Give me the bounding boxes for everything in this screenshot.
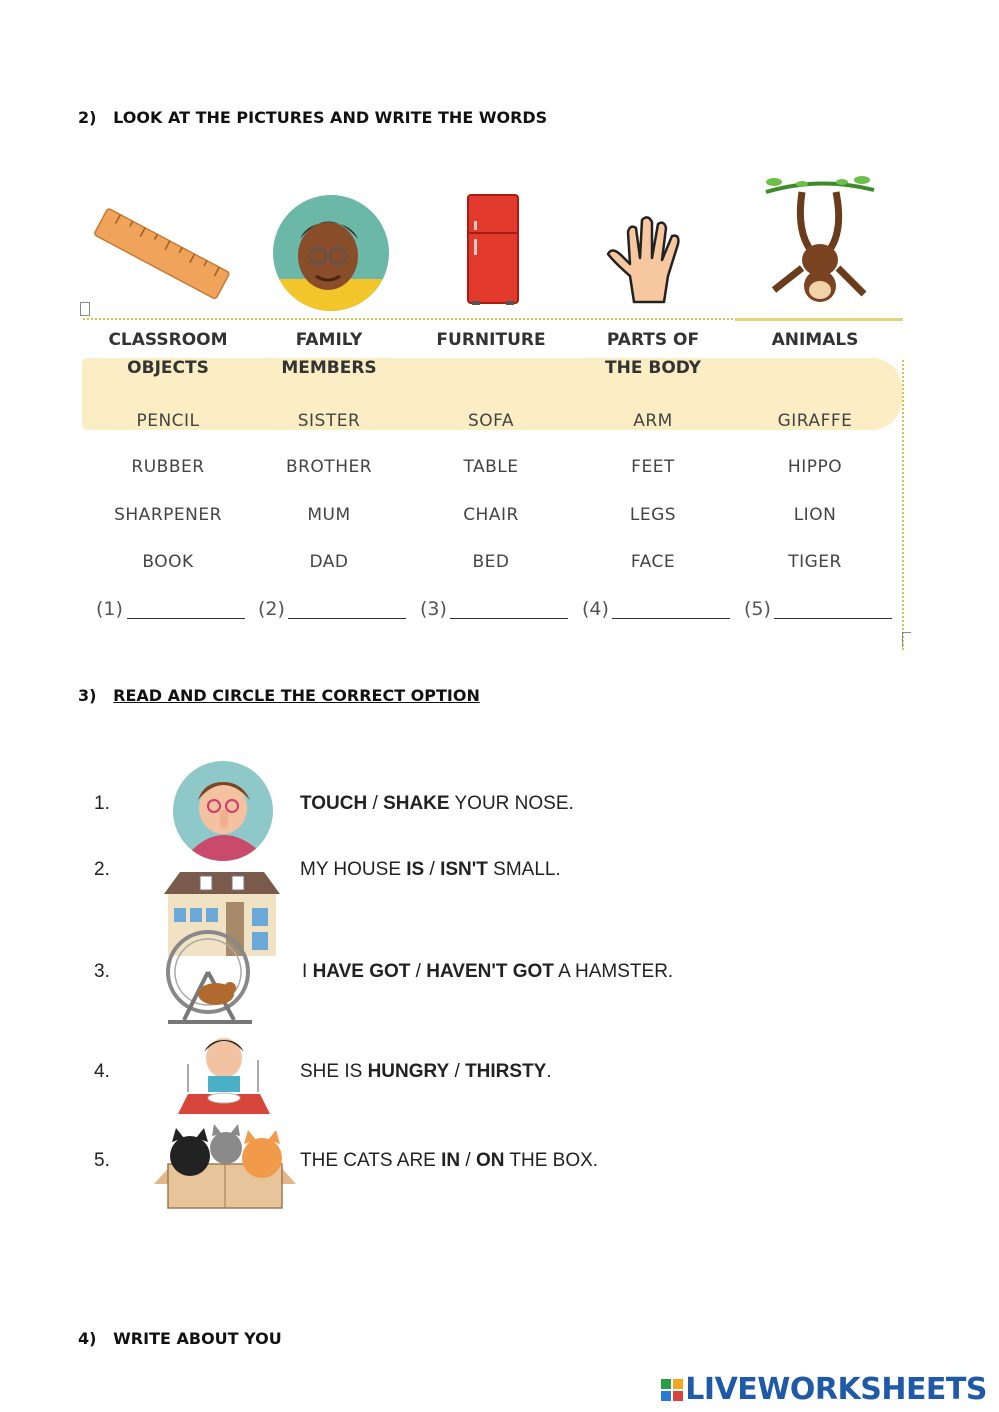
answer-blank-3[interactable] <box>450 618 568 619</box>
sentence-2: MY HOUSE IS / ISN'T SMALL. <box>300 859 561 880</box>
blank-number: (4) <box>582 598 609 620</box>
section-3-title: 3) READ AND CIRCLE THE CORRECT OPTION <box>78 686 480 705</box>
blank-number: (2) <box>258 598 285 620</box>
fridge-icon <box>466 193 520 307</box>
word-item: TABLE <box>463 457 519 477</box>
option-on[interactable]: ON <box>475 1150 505 1171</box>
answer-blank-5[interactable] <box>774 618 892 619</box>
option-touch[interactable]: TOUCH <box>300 793 368 814</box>
category-classroom-objects: CLASSROOM OBJECTS <box>108 330 228 378</box>
category-animals: ANIMALS <box>771 330 859 350</box>
option-in[interactable]: IN <box>441 1150 461 1171</box>
option-thirsty[interactable]: THIRSTY <box>465 1061 547 1082</box>
word-item: FACE <box>630 552 676 572</box>
option-havent-got[interactable]: HAVEN'T GOT <box>426 961 554 982</box>
option-is[interactable]: IS <box>406 859 425 880</box>
item-number: 5. <box>94 1150 110 1171</box>
word-item: SHARPENER <box>114 505 222 525</box>
word-item: LEGS <box>629 505 677 525</box>
sentence-1: TOUCH / SHAKE YOUR NOSE. <box>300 793 574 814</box>
category-family-members: FAMILY MEMBERS <box>281 330 377 378</box>
word-item: ARM <box>633 411 673 431</box>
item-number: 1. <box>94 793 110 814</box>
monkey-icon <box>762 172 878 310</box>
option-hungry[interactable]: HUNGRY <box>367 1061 450 1082</box>
word-item: TIGER <box>788 552 842 572</box>
category-parts-of-the-body: PARTS OF THE BODY <box>605 330 701 378</box>
girl-touching-nose-icon <box>172 760 274 862</box>
word-item: HIPPO <box>787 457 843 477</box>
girl-eating-icon <box>178 1032 270 1114</box>
liveworksheets-logo: LIVEWORKSHEETS <box>661 1372 987 1407</box>
word-item: BOOK <box>142 552 194 572</box>
word-item: FEET <box>631 457 675 477</box>
sentence-3: I HAVE GOT / HAVEN'T GOT A HAMSTER. <box>302 961 674 982</box>
word-item: BROTHER <box>285 457 373 477</box>
sentence-5: THE CATS ARE IN / ON THE BOX. <box>300 1150 599 1171</box>
hand-icon <box>604 214 694 306</box>
item-number: 2. <box>94 859 110 880</box>
blank-number: (3) <box>420 598 447 620</box>
sentence-4: SHE IS HUNGRY / THIRSTY. <box>300 1061 552 1082</box>
category-furniture: FURNITURE <box>436 330 546 350</box>
grandfather-icon <box>272 194 390 312</box>
answer-blank-4[interactable] <box>612 618 730 619</box>
ruler-icon <box>86 208 234 303</box>
blank-number: (5) <box>744 598 771 620</box>
section-4-title: 4) WRITE ABOUT YOU <box>78 1329 282 1348</box>
word-item: RUBBER <box>131 457 205 477</box>
word-item: LION <box>793 505 837 525</box>
item-number: 3. <box>94 961 110 982</box>
word-item: SISTER <box>297 411 361 431</box>
word-item: DAD <box>309 552 349 572</box>
option-have-got[interactable]: HAVE GOT <box>312 961 411 982</box>
cats-in-box-icon <box>152 1124 298 1210</box>
word-item: CHAIR <box>463 505 519 525</box>
answer-blank-2[interactable] <box>288 618 406 619</box>
item-number: 4. <box>94 1061 110 1082</box>
word-item: GIRAFFE <box>777 411 853 431</box>
word-item: MUM <box>307 505 351 525</box>
blank-number: (1) <box>96 598 123 620</box>
option-isnt[interactable]: ISN'T <box>440 859 488 880</box>
answer-blank-1[interactable] <box>127 618 245 619</box>
word-item: PENCIL <box>136 411 200 431</box>
section-2-title: 2) LOOK AT THE PICTURES AND WRITE THE WORDS <box>78 108 548 127</box>
word-item: SOFA <box>467 411 515 431</box>
hamster-wheel-icon <box>164 926 256 1026</box>
option-shake[interactable]: SHAKE <box>383 793 450 814</box>
liveworksheets-logo-icon <box>661 1379 683 1401</box>
word-item: BED <box>472 552 510 572</box>
